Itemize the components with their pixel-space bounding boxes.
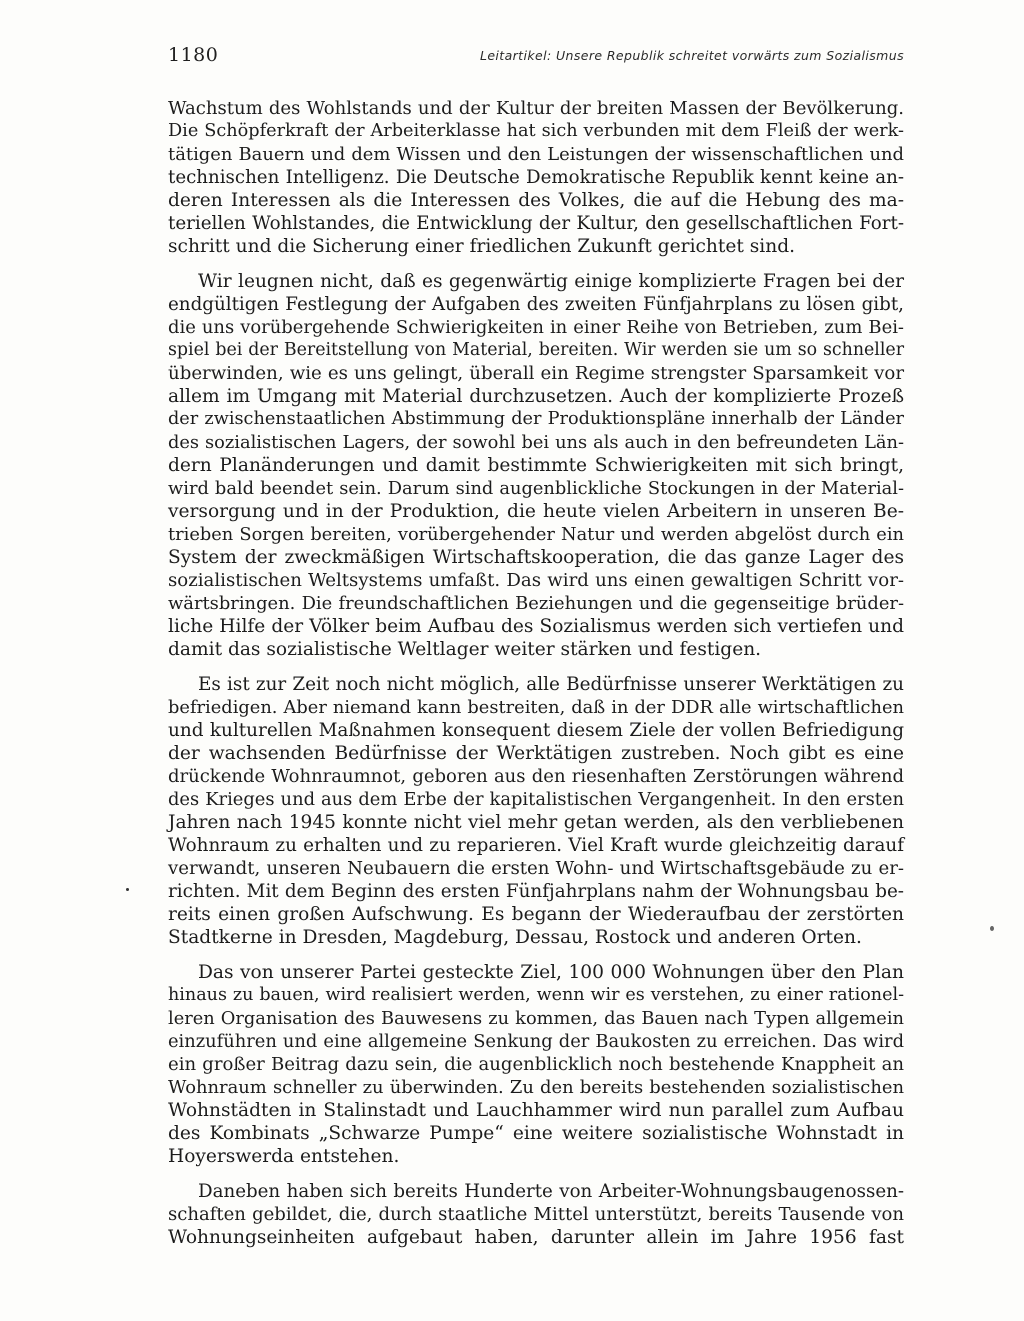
text-line: richten. Mit dem Beginn des ersten Fünfjahrplans nahm der Wohnungsbau be-: [168, 881, 904, 902]
text-line: liche Hilfe der Völker beim Aufbau des Sozialismus werden sich vertiefen und: [168, 616, 904, 637]
margin-speck: [126, 888, 129, 891]
paragraph-5: [168, 1180, 904, 1249]
text-line: drückende Wohnraumnot, geboren aus den riesenhaften Zerstörungen während: [168, 766, 904, 787]
text-line: dern Planänderungen und damit bestimmte Schwierigkeiten mit sich bringt,: [168, 455, 904, 476]
text-line: Stadtkerne in Dresden, Magdeburg, Dessau, Rostock und anderen Orten.: [168, 927, 862, 948]
text-line: schaften gebildet, die, durch staatliche Mittel unterstützt, bereits Tausende von: [168, 1204, 904, 1225]
text-line: der wachsenden Bedürfnisse der Werktätigen zustreben. Noch gibt es eine: [168, 743, 904, 764]
text-line: spiel bei der Bereitstellung von Material, bereiten. Wir werden sie um so schneller: [168, 340, 904, 360]
margin-speck: [990, 926, 994, 931]
text-line: allem im Umgang mit Material durchzusetzen. Auch der komplizierte Prozeß: [168, 386, 904, 407]
text-line: ein großer Beitrag dazu sein, die augenblicklich noch bestehende Knappheit an: [168, 1054, 904, 1075]
running-title: Leitartikel: Unsere Republik schreitet vorwärts zum Sozialismus: [479, 48, 904, 63]
text-line: System der zweckmäßigen Wirtschaftskooperation, die das ganze Lager des: [168, 547, 904, 568]
text-line: hinaus zu bauen, wird realisiert werden, wenn wir es verstehen, zu einer rationel-: [168, 985, 904, 1005]
text-line: Wohnraum zu erhalten und zu reparieren. Viel Kraft wurde gleichzeitig darauf: [168, 835, 904, 856]
text-line: trieben Sorgen bereiten, vorübergehender Natur und werden abgelöst durch ein: [168, 524, 904, 545]
text-line: tätigen Bauern und dem Wissen und den Leistungen der wissenschaftlichen und: [168, 144, 904, 165]
text-line: Es ist zur Zeit noch nicht möglich, alle Bedürfnisse unserer Werktätigen zu: [198, 674, 904, 695]
text-line: Jahren nach 1945 konnte nicht viel mehr getan werden, als den verbliebenen: [168, 812, 904, 833]
text-line: endgültigen Festlegung der Aufgaben des zweiten Fünfjahrplans zu lösen gibt,: [168, 294, 904, 315]
text-line: einzuführen und eine allgemeine Senkung der Baukosten zu erreichen. Das wird: [168, 1031, 904, 1052]
text-line: Wachstum des Wohlstands und der Kultur der breiten Massen der Bevölkerung.: [168, 98, 904, 119]
text-line: teriellen Wohlstandes, die Entwicklung der Kultur, den gesellschaftlichen Fort-: [168, 213, 904, 234]
text-line: leren Organisation des Bauwesens zu kommen, das Bauen nach Typen allgemein: [168, 1008, 904, 1029]
paragraph-1: [168, 97, 904, 258]
text-line: Wohnungseinheiten aufgebaut haben, darunter allein im Jahre 1956 fast: [168, 1227, 904, 1248]
text-line: reits einen großen Aufschwung. Es begann der Wiederaufbau der zerstörten: [168, 904, 904, 925]
text-line: der zwischenstaatlichen Abstimmung der Produktionspläne innerhalb der Länder: [168, 409, 904, 429]
text-line: die uns vorübergehende Schwierigkeiten in einer Reihe von Betrieben, zum Bei-: [168, 317, 904, 338]
text-line: Die Schöpferkraft der Arbeiterklasse hat sich verbunden mit dem Fleiß der werk-: [168, 121, 904, 141]
paragraph-3: [168, 673, 904, 949]
text-line: überwinden, wie es uns gelingt, überall ein Regime strengster Sparsamkeit vor: [168, 363, 904, 384]
paragraph-2: [168, 270, 904, 661]
text-line: des Krieges und aus dem Erbe der kapitalistischen Vergangenheit. In den ersten: [168, 789, 904, 810]
text-line: versorgung und in der Produktion, die heute vielen Arbeitern in unseren Be-: [168, 501, 904, 522]
text-line: Wir leugnen nicht, daß es gegenwärtig einige komplizierte Fragen bei der: [198, 271, 904, 292]
article-body: [168, 97, 904, 1249]
text-line: Wohnstädten in Stalinstadt und Lauchhammer wird nun parallel zum Aufbau: [168, 1100, 904, 1121]
paragraph-4: [168, 961, 904, 1168]
text-line: damit das sozialistische Weltlager weiter stärken und festigen.: [168, 639, 762, 660]
text-line: befriedigen. Aber niemand kann bestreiten, daß in der DDR alle wirtschaftlichen: [168, 697, 904, 718]
text-line: Daneben haben sich bereits Hunderte von Arbeiter-Wohnungsbaugenossen-: [198, 1181, 904, 1202]
text-line: deren Interessen als die Interessen des Volkes, die auf die Hebung des ma-: [168, 190, 904, 211]
text-line: sozialistischen Weltsystems umfaßt. Das wird uns einen gewaltigen Schritt vor-: [168, 570, 904, 591]
page-header: [168, 44, 904, 74]
text-line: wärtsbringen. Die freundschaftlichen Beziehungen und die gegenseitige brüder-: [168, 593, 904, 614]
text-line: Hoyerswerda entstehen.: [168, 1146, 400, 1167]
page-number: 1180: [168, 44, 219, 66]
text-line: technischen Intelligenz. Die Deutsche Demokratische Republik kennt keine an-: [168, 167, 904, 188]
text-line: wird bald beendet sein. Darum sind augenblickliche Stockungen in der Material-: [168, 478, 904, 499]
text-line: des Kombinats „Schwarze Pumpe“ eine weitere sozialistische Wohnstadt in: [168, 1123, 904, 1144]
text-line: Das von unserer Partei gesteckte Ziel, 100 000 Wohnungen über den Plan: [198, 962, 904, 983]
text-line: verwandt, unseren Neubauern die ersten Wohn- und Wirtschaftsgebäude zu er-: [168, 858, 904, 879]
text-line: schritt und die Sicherung einer friedlichen Zukunft gerichtet sind.: [168, 236, 796, 257]
text-line: und kulturellen Maßnahmen konsequent diesem Ziele der vollen Befriedigung: [168, 720, 904, 741]
text-line: des sozialistischen Lagers, der sowohl bei uns als auch in den befreundeten Län-: [168, 432, 904, 453]
text-line: Wohnraum schneller zu überwinden. Zu den bereits bestehenden sozialistischen: [168, 1077, 904, 1098]
